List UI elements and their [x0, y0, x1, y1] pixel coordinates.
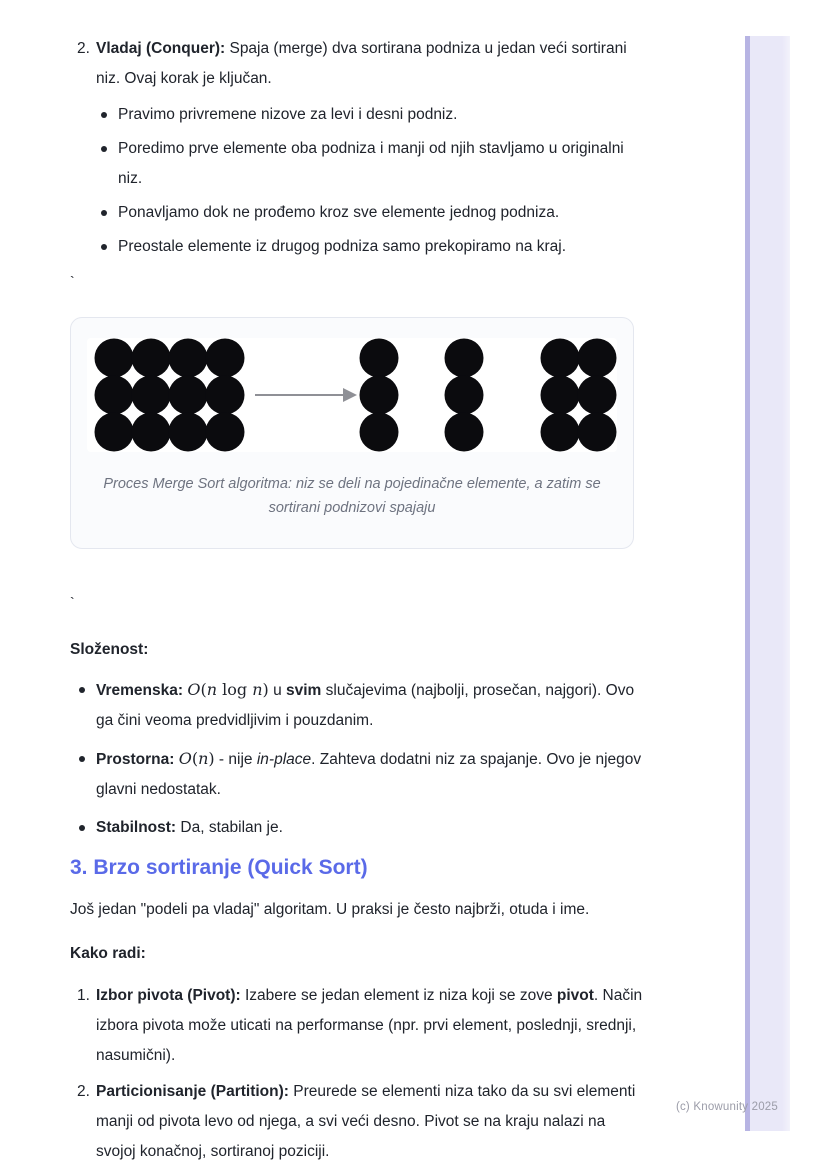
bullet-item [70, 813, 644, 843]
list-item-conquer [70, 34, 644, 94]
bullet-icon [101, 244, 107, 250]
bullet-text: Pravimo privremene nizove za levi i desni podniz. [118, 106, 458, 123]
list-item-partition [70, 1077, 644, 1167]
bullet-item [70, 744, 644, 805]
bullet-item [70, 134, 644, 194]
bullet-item [70, 232, 644, 262]
bullet-icon [79, 687, 85, 693]
bullet-text: Preostale elemente iz drugog podniza samo prekopiramo na kraj. [118, 238, 567, 255]
list-item-text: Vladaj (Conquer): Spaja (merge) dva sortirana podniza u jedan veći sortirani niz. Ovaj korak je ključan. [96, 40, 627, 87]
how-it-works-heading: Kako radi: [70, 945, 146, 962]
conquer-sub-bullets [70, 100, 644, 262]
bullet-icon [101, 112, 107, 118]
stray-backtick: ` [70, 273, 75, 289]
quick-sort-intro: Još jedan "podeli pa vladaj" algoritam. U praksi je često najbrži, otuda i ime. [70, 901, 590, 918]
bullet-text: Poredimo prve elemente oba podniza i manji od njih stavljamo u originalni niz. [118, 140, 624, 187]
arrow-icon [255, 388, 357, 402]
stray-backtick: ` [70, 594, 75, 610]
merge-sort-figure [70, 317, 634, 549]
bullet-icon [79, 756, 85, 762]
complexity-heading: Složenost: [70, 641, 149, 658]
list-item-text: Particionisanje (Partition): Preurede se elementi niza tako da su svi elementi manji od pivota levo od njega, a svi veći desno. Pivot se na kraju nalazi na svojoj konačnoj, sortiranoj poziciji. [96, 1083, 636, 1160]
figure-canvas [87, 338, 617, 452]
bullet-text: Ponavljamo dok ne prođemo kroz sve elemente jednog podniza. [118, 204, 560, 221]
bullet-item [70, 198, 644, 228]
bullet-text: Stabilnost: Da, stabilan je. [96, 819, 283, 836]
merge-sort-diagram [87, 338, 617, 452]
bullet-text: Prostorna: O(n) - nije in-place. Zahteva dodatni niz za spajanje. Ovo je njegov glavni nedostatak. [96, 749, 642, 798]
watermark: (c) Knowunity 2025 [675, 1101, 778, 1113]
bullet-item [70, 675, 644, 736]
bullet-icon [101, 146, 107, 152]
quick-sort-steps [70, 981, 644, 1167]
bullet-item [70, 100, 644, 130]
document-content [70, 0, 644, 1171]
list-item-pivot [70, 981, 644, 1071]
bullet-text: Vremenska: O(n log n) u svim slučajevima (najbolji, prosečan, najgori). Ovo ga čini veoma predvidljivim i pouzdanim. [96, 680, 635, 729]
complexity-list [70, 675, 644, 843]
quick-sort-heading: 3. Brzo sortiranje (Quick Sort) [70, 856, 368, 879]
list-item-text: Izbor pivota (Pivot): Izabere se jedan element iz niza koji se zove pivot. Način izbora pivota može uticati na performanse (npr. prvi element, poslednji, srednji, nasumični). [96, 987, 643, 1064]
list-number: 1. [77, 987, 90, 1004]
figure-caption: Proces Merge Sort algoritma: niz se deli na pojedinačne elemente, a zatim se sortirani podnizovi spajaju [103, 476, 601, 516]
bullet-icon [101, 210, 107, 216]
list-number: 2. [77, 40, 90, 57]
list-number: 2. [77, 1083, 90, 1100]
next-page-edge-strip [745, 36, 790, 1131]
bullet-icon [79, 825, 85, 831]
